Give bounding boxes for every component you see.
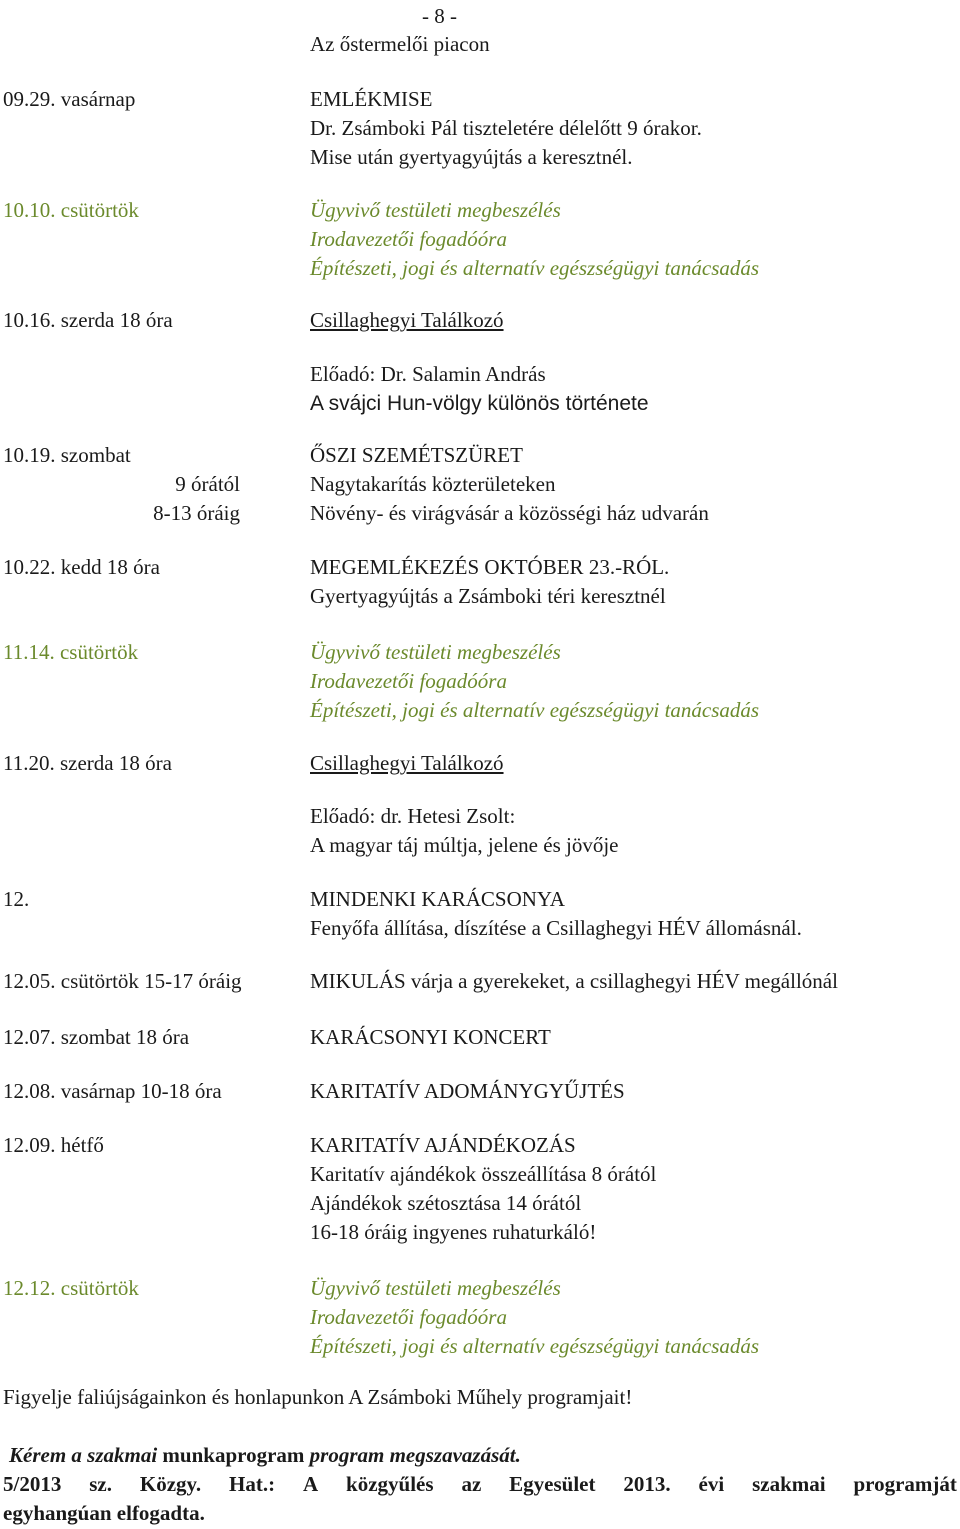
event-detail: Ajándékok szétosztása 14 órától — [310, 1191, 582, 1215]
vote-request: Kérem a szakmai munkaprogram program megszavazását. — [9, 1443, 521, 1467]
event-title: MIKULÁS várja a gyerekeket, a csillaghegyi HÉV megállónál — [310, 969, 838, 993]
event-detail: Dr. Zsámboki Pál tiszteletére délelőtt 9 órakor. — [310, 116, 702, 140]
event-date: 10.16. szerda 18 óra — [3, 308, 173, 332]
event-title: KARITATÍV ADOMÁNYGYŰJTÉS — [310, 1079, 625, 1103]
lecturer: Előadó: Dr. Salamin András — [310, 362, 546, 386]
event-detail: Építészeti, jogi és alternatív egészségügyi tanácsadás — [310, 256, 760, 280]
event-detail: Mise után gyertyagyújtás a keresztnél. — [310, 145, 633, 169]
event-date: 11.20. szerda 18 óra — [3, 751, 172, 775]
resolution-text: 5/2013 sz. Közgy. Hat.: A közgyűlés az Egyesület 2013. évi szakmai programját — [3, 1472, 957, 1496]
resolution-note — [3, 1441, 957, 1528]
event-detail: Fenyőfa állítása, díszítése a Csillaghegyi HÉV állomásnál. — [310, 916, 802, 940]
event-title: KARÁCSONYI KONCERT — [310, 1025, 551, 1049]
event-detail: Irodavezetői fogadóóra — [310, 1305, 507, 1329]
event-title: EMLÉKMISE — [310, 87, 433, 111]
event-date: 12.07. szombat 18 óra — [3, 1025, 190, 1049]
event-date: 10.10. csütörtök — [3, 198, 139, 222]
event-title: KARITATÍV AJÁNDÉKOZÁS — [310, 1133, 576, 1157]
lecture-title: A svájci Hun-völgy különös története — [310, 392, 649, 415]
event-detail: Növény- és virágvásár a közösségi ház udvarán — [310, 501, 709, 525]
event-date: 12. — [3, 887, 30, 911]
event-detail: Irodavezetői fogadóóra — [310, 227, 507, 251]
event-title: MEGEMLÉKEZÉS OKTÓBER 23.-RÓL. — [310, 555, 670, 579]
event-detail: Építészeti, jogi és alternatív egészségügyi tanácsadás — [310, 1334, 760, 1358]
event-title: ŐSZI SZEMÉTSZÜRET — [310, 443, 523, 467]
event-date: 10.22. kedd 18 óra — [3, 555, 160, 579]
event-detail: Nagytakarítás közterületeken — [310, 472, 556, 496]
event-detail: Irodavezetői fogadóóra — [310, 669, 507, 693]
event-detail: Karitatív ajándékok összeállítása 8 órától — [310, 1162, 657, 1186]
event-date: 12.05. csütörtök 15-17 óráig — [3, 969, 242, 993]
event-date: 12.08. vasárnap 10-18 óra — [3, 1079, 222, 1103]
event-time: 8-13 óráig — [153, 501, 240, 525]
event-date: 11.14. csütörtök — [3, 640, 139, 664]
lecture-title: A magyar táj múltja, jelene és jövője — [310, 833, 619, 857]
event-date: 10.19. szombat — [3, 443, 131, 467]
lecturer: Előadó: dr. Hetesi Zsolt: — [310, 804, 516, 828]
event-title: MINDENKI KARÁCSONYA — [310, 887, 565, 911]
page-number: - 8 - — [422, 4, 457, 28]
event-title: Csillaghegyi Találkozó — [310, 751, 504, 775]
event-detail: Gyertyagyújtás a Zsámboki téri keresztnél — [310, 584, 666, 608]
event-title: Ügyvivő testületi megbeszélés — [310, 640, 561, 664]
section-title: Az őstermelői piacon — [310, 32, 490, 56]
event-date: 09.29. vasárnap — [3, 87, 136, 111]
event-title: Ügyvivő testületi megbeszélés — [310, 1276, 561, 1300]
event-detail: 16-18 óráig ingyenes ruhaturkáló! — [310, 1220, 597, 1244]
event-date: 12.12. csütörtök — [3, 1276, 139, 1300]
resolution-end: egyhangúan elfogadta. — [3, 1501, 205, 1525]
event-title: Ügyvivő testületi megbeszélés — [310, 198, 561, 222]
event-date: 12.09. hétfő — [3, 1133, 104, 1157]
program-notice: Figyelje faliújságainkon és honlapunkon A Zsámboki Műhely programjait! — [3, 1385, 633, 1409]
event-title: Csillaghegyi Találkozó — [310, 308, 504, 332]
event-time: 9 órától — [175, 472, 240, 496]
event-detail: Építészeti, jogi és alternatív egészségügyi tanácsadás — [310, 698, 760, 722]
